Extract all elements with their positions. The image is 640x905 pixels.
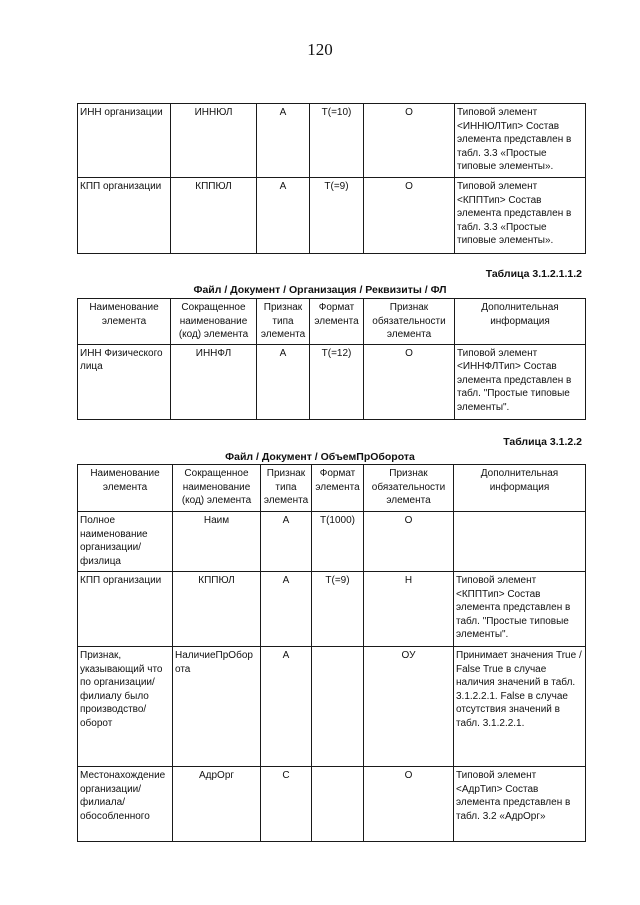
cell-type: А — [261, 647, 312, 767]
table-title: Файл / Документ / Организация / Реквизиты / ФЛ — [193, 284, 447, 296]
table-row — [78, 104, 586, 178]
column-header: Сокращенное наименование (код) элемента — [173, 465, 261, 512]
cell-info: Типовой элемент <АдрТип> Состав элемента представлен в табл. 3.2 «АдрОрг» — [454, 767, 586, 842]
column-header: Признак обязательности элемента — [364, 299, 455, 345]
table-header-row — [78, 299, 586, 345]
cell-type: А — [261, 572, 312, 647]
column-header: Дополнительная информация — [455, 299, 586, 345]
cell-format: T(=10) — [310, 104, 364, 178]
table-caption: Таблица 3.1.2.2 — [503, 436, 582, 448]
column-header: Признак обязательности элемента — [364, 465, 454, 512]
table-title: Файл / Документ / ОбъемПрОборота — [225, 451, 415, 463]
cell-name: ИНН организации — [78, 104, 171, 178]
cell-format: T(=9) — [310, 178, 364, 254]
cell-required: О — [364, 178, 455, 254]
cell-name: Полное наименование организации/физлица — [78, 512, 173, 572]
cell-name: КПП организации — [78, 178, 171, 254]
column-header: Формат элемента — [310, 299, 364, 345]
cell-format: T(=9) — [312, 572, 364, 647]
cell-name: КПП организации — [78, 572, 173, 647]
cell-code: ИННФЛ — [171, 344, 257, 419]
cell-format — [312, 767, 364, 842]
cell-type: А — [257, 344, 310, 419]
cell-format: T(=12) — [310, 344, 364, 419]
cell-type: С — [261, 767, 312, 842]
cell-format — [312, 647, 364, 767]
cell-type: А — [257, 178, 310, 254]
table-row — [78, 512, 586, 572]
column-header: Дополнительная информация — [454, 465, 586, 512]
column-header: Сокращенное наименование (код) элемента — [171, 299, 257, 345]
cell-required: О — [364, 512, 454, 572]
cell-type: А — [261, 512, 312, 572]
cell-code: НаличиеПрОборота — [173, 647, 261, 767]
column-header: Признак типа элемента — [257, 299, 310, 345]
cell-info: Типовой элемент <КППТип> Состав элемента представлен в табл. 3.3 «Простые типовые элементы». — [455, 178, 586, 254]
table-row — [78, 178, 586, 254]
column-header: Наименование элемента — [78, 299, 171, 345]
cell-required: О — [364, 344, 455, 419]
table-row — [78, 572, 586, 647]
cell-name: Местонахождение организации/филиала/обособленного — [78, 767, 173, 842]
cell-code: Наим — [173, 512, 261, 572]
requisites-fl-table — [77, 298, 586, 420]
cell-format: T(1000) — [312, 512, 364, 572]
table-caption: Таблица 3.1.2.1.1.2 — [485, 268, 582, 280]
cell-info: Типовой элемент <ИННФЛТип> Состав элемента представлен в табл. "Простые типовые элементы". — [455, 344, 586, 419]
column-header: Формат элемента — [312, 465, 364, 512]
cell-type: А — [257, 104, 310, 178]
cell-required: О — [364, 104, 455, 178]
table-header-row — [78, 465, 586, 512]
cell-code: ИННЮЛ — [171, 104, 257, 178]
cell-code: КППЮЛ — [171, 178, 257, 254]
cell-code: АдрОрг — [173, 767, 261, 842]
table-row — [78, 767, 586, 842]
table-row — [78, 647, 586, 767]
cell-info: Принимает значения True / False True в случае наличия значений в табл. 3.1.2.2.1. False в случае отсутствия значений в табл. 3.1.2.2.1. — [454, 647, 586, 767]
cell-info: Типовой элемент <ИННЮЛТип> Состав элемента представлен в табл. 3.3 «Простые типовые элементы». — [455, 104, 586, 178]
page-number: 120 — [307, 40, 333, 59]
cell-required: О — [364, 767, 454, 842]
turnover-table — [77, 464, 586, 842]
cell-name: ИНН Физического лица — [78, 344, 171, 419]
cell-required: ОУ — [364, 647, 454, 767]
continuation-table — [77, 103, 586, 254]
column-header: Признак типа элемента — [261, 465, 312, 512]
cell-code: КППЮЛ — [173, 572, 261, 647]
cell-info — [454, 512, 586, 572]
cell-name: Признак, указывающий что по организации/ филиалу было производство/ оборот — [78, 647, 173, 767]
cell-required: Н — [364, 572, 454, 647]
cell-info: Типовой элемент <КППТип> Состав элемента представлен в табл. "Простые типовые элементы". — [454, 572, 586, 647]
column-header: Наименование элемента — [78, 465, 173, 512]
table-row — [78, 344, 586, 419]
